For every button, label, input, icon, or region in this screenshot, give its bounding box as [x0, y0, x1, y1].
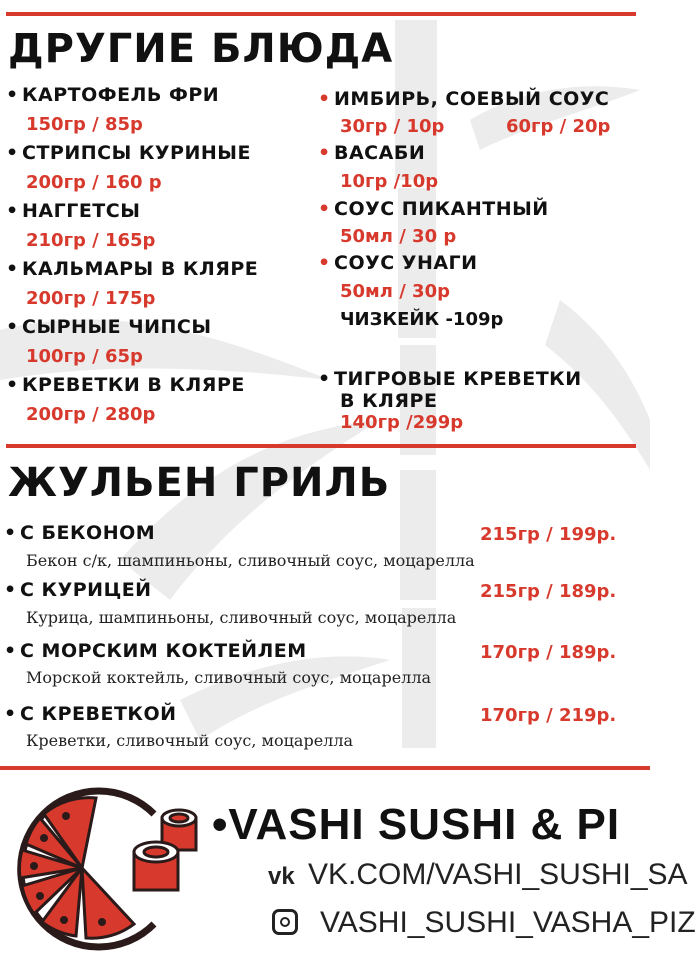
julienne-price: 170гр / 219р.	[480, 705, 617, 726]
menu-item-tiger-shrimp: • ТИГРОВЫЕ КРЕВЕТКИ	[318, 368, 582, 390]
menu-item-wasabi: • ВАСАБИ	[318, 142, 426, 164]
bullet-icon: •	[6, 84, 19, 106]
menu-item-cheesecake: ЧИЗКЕЙК -109р	[340, 309, 504, 330]
menu-item-nuggets: • НАГГЕТСЫ	[6, 200, 141, 222]
bullet-icon: •	[6, 200, 19, 222]
brand-name: •VASHI SUSHI & PI	[212, 800, 621, 849]
julienne-price: 215гр / 199р.	[480, 524, 617, 545]
menu-item-unagi-sauce: • СОУС УНАГИ	[318, 252, 478, 274]
julienne-description: Морской коктейль, сливочный соус, моцарелла	[26, 668, 432, 687]
menu-price: 50мл / 30р	[340, 281, 450, 302]
julienne-item-chicken: • С КУРИЦЕЙ	[4, 579, 152, 601]
bullet-icon: •	[6, 374, 19, 396]
bullet-icon: •	[6, 316, 19, 338]
julienne-description: Бекон с/к, шампиньоны, сливочный соус, моцарелла	[26, 551, 475, 570]
menu-price: 50мл / 30 р	[340, 226, 457, 247]
vk-link[interactable]: vk VK.COM/VASHI_SUSHI_SA	[268, 858, 688, 891]
menu-price: 200гр / 160 р	[26, 172, 162, 193]
bullet-icon: •	[318, 368, 331, 390]
top-divider	[6, 12, 636, 16]
menu-price: 200гр / 280р	[26, 404, 156, 425]
menu-price: 10гр /10р	[340, 171, 439, 192]
menu-item-fries: • КАРТОФЕЛЬ ФРИ	[6, 84, 220, 106]
section-title-other-dishes: ДРУГИЕ БЛЮДА	[8, 26, 394, 72]
julienne-item-seafood: • С МОРСКИМ КОКТЕЙЛЕМ	[4, 640, 307, 662]
bullet-icon: •	[6, 258, 19, 280]
julienne-item-bacon: • С БЕКОНОМ	[4, 522, 156, 544]
menu-price: 200гр / 175р	[26, 288, 156, 309]
bullet-icon: •	[6, 142, 19, 164]
bullet-icon: •	[318, 142, 331, 164]
bullet-icon: •	[318, 198, 331, 220]
vk-icon: vk	[268, 863, 295, 890]
menu-price: 150гр / 85р	[26, 114, 143, 135]
menu-item-tiger-shrimp-line2: В КЛЯРЕ	[340, 390, 438, 412]
bullet-icon: •	[4, 522, 17, 544]
julienne-item-shrimp: • С КРЕВЕТКОЙ	[4, 703, 177, 725]
menu-price-secondary: 60гр / 20р	[506, 116, 611, 137]
pizza-sushi-logo-icon	[4, 774, 204, 954]
menu-item-spicy-sauce: • СОУС ПИКАНТНЫЙ	[318, 198, 549, 220]
menu-price: 210гр / 165р	[26, 230, 156, 251]
instagram-icon	[272, 909, 298, 935]
bullet-icon: •	[4, 579, 17, 601]
menu-price: 30гр / 10р	[340, 116, 445, 137]
section-title-julienne: ЖУЛЬЕН ГРИЛЬ	[8, 460, 391, 506]
bottom-divider	[0, 766, 650, 770]
bullet-icon: •	[318, 252, 331, 274]
menu-item-chicken-strips: • СТРИПСЫ КУРИНЫЕ	[6, 142, 251, 164]
julienne-price: 170гр / 189р.	[480, 642, 617, 663]
julienne-description: Креветки, сливочный соус, моцарелла	[26, 731, 354, 750]
menu-price: 100гр / 65р	[26, 346, 143, 367]
bullet-icon: •	[4, 640, 17, 662]
menu-item-ginger-soy: • ИМБИРЬ, СОЕВЫЙ СОУС	[318, 88, 610, 110]
bullet-icon: •	[318, 88, 331, 110]
menu-item-cheese-chips: • СЫРНЫЕ ЧИПСЫ	[6, 316, 212, 338]
instagram-link[interactable]: VASHI_SUSHI_VASHA_PIZ	[272, 906, 696, 940]
julienne-description: Курица, шампиньоны, сливочный соус, моцарелла	[26, 608, 457, 627]
julienne-price: 215гр / 189р.	[480, 581, 617, 602]
menu-price: 140гр /299р	[340, 412, 464, 433]
menu-item-shrimp-batter: • КРЕВЕТКИ В КЛЯРЕ	[6, 374, 245, 396]
bullet-icon: •	[4, 703, 17, 725]
menu-item-squid: • КАЛЬМАРЫ В КЛЯРЕ	[6, 258, 259, 280]
middle-divider	[6, 444, 636, 448]
